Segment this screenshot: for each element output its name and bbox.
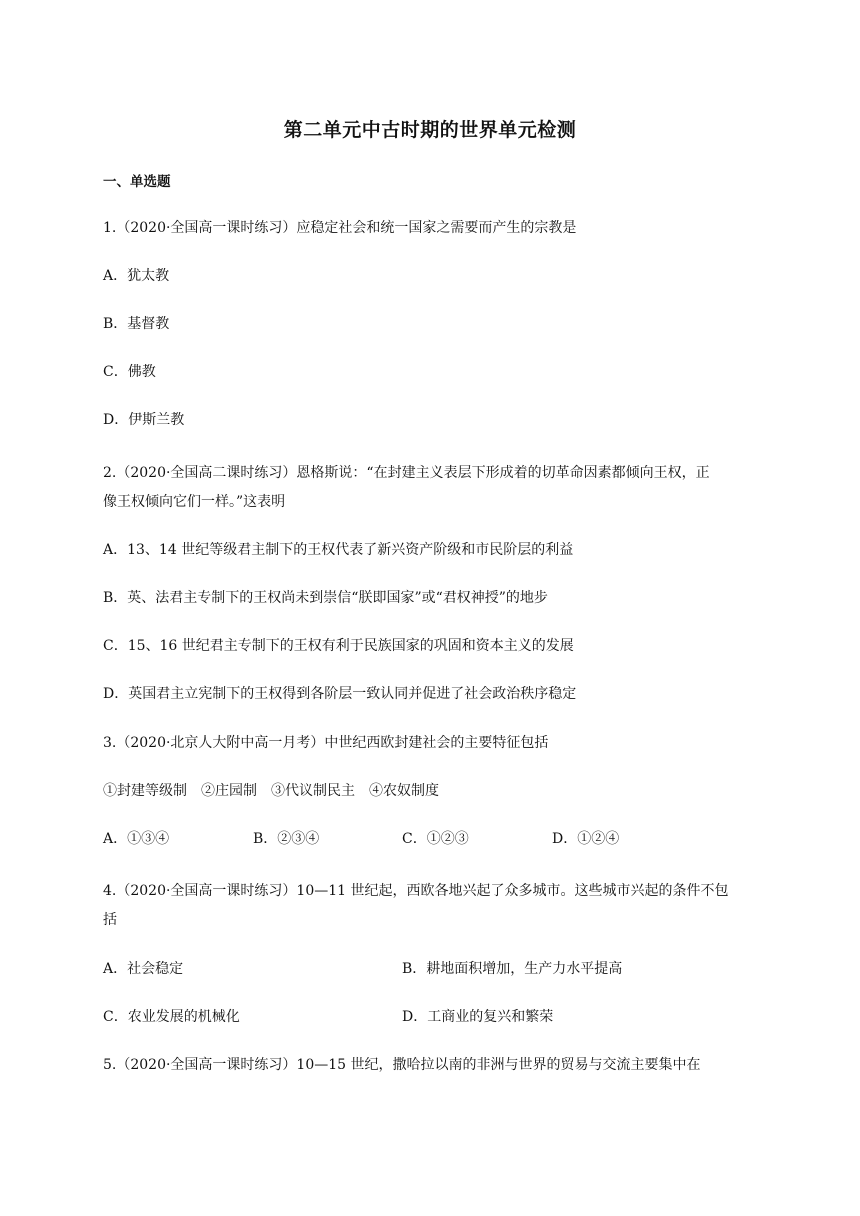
question-1-option-a: A．犹太教 [103, 268, 170, 284]
question-5-stem: 5.（2020·全国高一课时练习）10—15 世纪，撒哈拉以南的非洲与世界的贸易与交流主要集中在 [103, 1057, 701, 1073]
question-2-option-d: D．英国君主立宪制下的王权得到各阶层一致认同并促进了社会政治秩序稳定 [103, 686, 577, 702]
question-3-option-c: C．①②③ [402, 831, 469, 847]
question-2-option-a: A．13、14 世纪等级君主制下的王权代表了新兴资产阶级和市民阶层的利益 [103, 542, 574, 558]
question-4-option-b: B．耕地面积增加，生产力水平提高 [402, 961, 623, 977]
question-4-option-c: C．农业发展的机械化 [103, 1009, 240, 1025]
question-4-stem-line-1: 4.（2020·全国高一课时练习）10—11 世纪起，西欧各地兴起了众多城市。这些城市兴起的条件不包 [103, 883, 729, 899]
question-1-option-b: B．基督教 [103, 316, 170, 332]
question-3-option-a: A．①③④ [103, 831, 170, 847]
question-4-option-a: A．社会稳定 [103, 961, 184, 977]
page-title: 第二单元中古时期的世界单元检测 [283, 119, 577, 141]
question-1-stem: 1.（2020·全国高一课时练习）应稳定社会和统一国家之需要而产生的宗教是 [103, 220, 577, 236]
question-2-option-b: B．英、法君主专制下的王权尚未到崇信“朕即国家”或“君权神授”的地步 [103, 590, 548, 606]
question-3-items: ①封建等级制 ②庄园制 ③代议制民主 ④农奴制度 [103, 783, 439, 799]
question-3-option-d: D．①②④ [552, 831, 620, 847]
section-heading: 一、单选题 [103, 174, 171, 190]
question-2-stem-line-2: 像王权倾向它们一样。”这表明 [103, 494, 286, 510]
question-1-option-d: D．伊斯兰教 [103, 412, 185, 428]
question-3-option-b: B．②③④ [253, 831, 320, 847]
question-3-stem: 3.（2020·北京人大附中高一月考）中世纪西欧封建社会的主要特征包括 [103, 735, 549, 751]
question-4-stem-line-2: 括 [103, 912, 117, 928]
question-2-option-c: C．15、16 世纪君主专制下的王权有利于民族国家的巩固和资本主义的发展 [103, 638, 574, 654]
question-4-option-d: D．工商业的复兴和繁荣 [402, 1009, 554, 1025]
question-2-stem-line-1: 2.（2020·全国高二课时练习）恩格斯说：“在封建主义表层下形成着的切革命因素都倾向王权，正 [103, 465, 710, 481]
question-1-option-c: C．佛教 [103, 364, 156, 380]
